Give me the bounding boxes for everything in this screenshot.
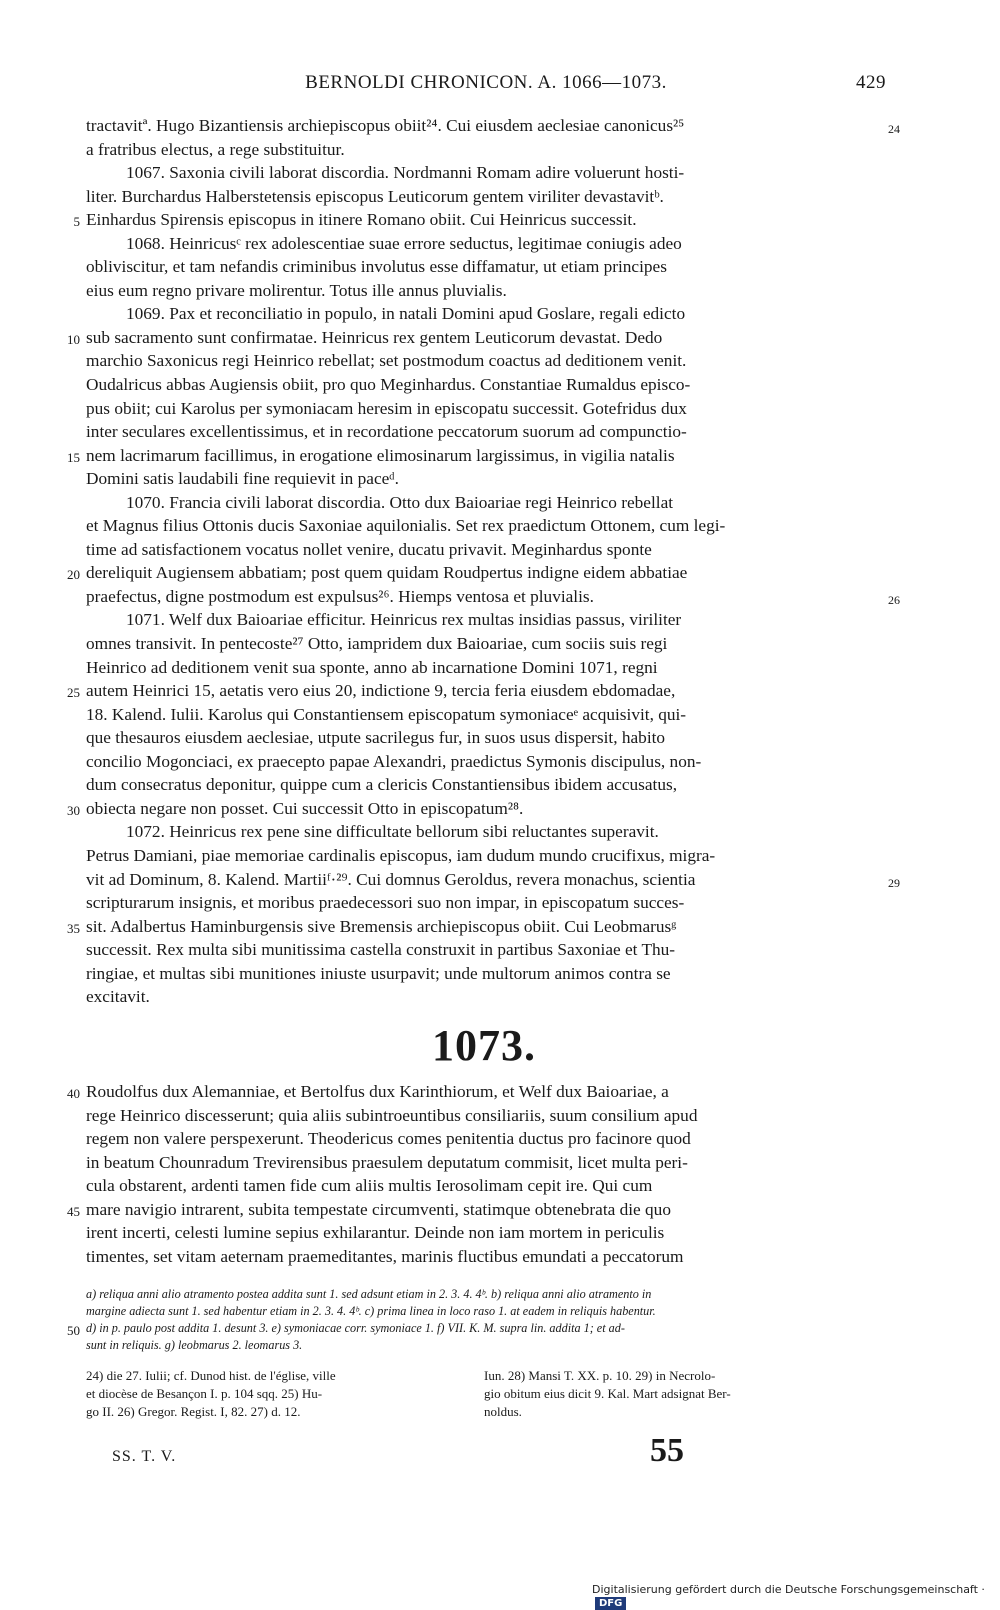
text-line — [86, 138, 882, 162]
line-text: sit. Adalbertus Haminburgensis sive Bremensis archiepiscopus obiit. Cui Leobmarusᵍ — [86, 916, 677, 936]
text-line — [86, 868, 900, 892]
text-line — [86, 1174, 882, 1198]
footnote-line: go II. 26) Gregor. Regist. I, 82. 27) d. 12. — [86, 1404, 301, 1419]
line-text: Einhardus Spirensis episcopus in itinere Romano obiit. Cui Heinricus successit. — [86, 210, 637, 230]
line-text: 1070. Francia civili laborat discordia. Otto dux Baioariae regi Heinrico rebellat — [126, 492, 674, 512]
text-line — [86, 938, 882, 962]
line-number: 35 — [67, 920, 80, 936]
text-line — [86, 1221, 882, 1245]
line-text: margine adiecta sunt 1. sed habentur etiam in 2. 3. 4. 4ᵇ. c) prima linea in loco raso 1. at eadem in reliquis habentur. — [86, 1304, 656, 1318]
line-text: irent incerti, celesti lumine sepius exhilarantur. Deinde non iam mortem in periculis — [86, 1223, 665, 1243]
text-line — [86, 1127, 882, 1151]
line-text: Oudalricus abbas Augiensis obiit, pro quo Meginhardus. Constantiae Rumaldus episco- — [86, 375, 691, 395]
text-line — [86, 844, 882, 868]
line-text: 1069. Pax et reconciliatio in populo, in natali Domini apud Goslare, regali edicto — [126, 304, 686, 324]
text-line — [67, 561, 882, 585]
year-heading: 1073. — [432, 1021, 536, 1070]
line-text: dum consecratus deponitur, quippe cum a clericis Constantiensibus ibidem accusatus, — [86, 775, 678, 795]
line-text: Petrus Damiani, piae memoriae cardinalis episcopus, iam dudum mundo crucifixus, migra- — [86, 845, 716, 865]
text-line — [86, 703, 882, 727]
footnote-column-right — [484, 1367, 882, 1421]
text-line — [86, 985, 882, 1009]
footnote-line: et diocèse de Besançon I. p. 104 sqq. 25) Hu- — [86, 1386, 323, 1401]
text-line — [67, 326, 882, 350]
text-line — [86, 1303, 882, 1320]
line-number: 50 — [67, 1323, 80, 1338]
text-line — [67, 444, 882, 468]
text-line — [86, 656, 882, 680]
line-text: sunt in reliquis. g) leobmarus 2. leomarus 3. — [86, 1338, 303, 1352]
text-line — [86, 255, 882, 279]
text-line — [86, 585, 900, 609]
line-text: tractavitª. Hugo Bizantiensis archiepiscopus obiit²⁴. Cui eiusdem aeclesiae canonicus²⁵ — [86, 116, 685, 135]
line-text: cula obstarent, ardenti tamen fide cum aliis multis Ierosolimam cepit ire. Qui cum — [86, 1176, 653, 1196]
funding-text: Digitalisierung gefördert durch die Deutsche Forschungsgemeinschaft · — [592, 1583, 985, 1596]
text-line — [86, 1245, 882, 1269]
text-line — [86, 891, 882, 915]
text-line — [86, 750, 882, 774]
text-line — [86, 420, 882, 444]
text-line — [67, 1080, 882, 1104]
funding-footer — [592, 1583, 1000, 1610]
text-line — [86, 397, 882, 421]
text-line — [86, 514, 882, 538]
text-line — [86, 1151, 882, 1175]
signature-mark: SS. T. V. — [112, 1448, 177, 1465]
text-line — [86, 1286, 882, 1303]
line-number: 40 — [67, 1086, 80, 1101]
line-text: obliviscitur, et tam nefandis criminibus involutus esse diffamatur, ut etiam principes — [86, 257, 667, 277]
critical-apparatus — [67, 1286, 882, 1354]
text-line — [86, 1337, 882, 1354]
running-header — [86, 72, 886, 102]
line-text: a fratribus electus, a rege substituitur. — [86, 139, 345, 159]
line-text: in beatum Chounradum Trevirensibus praesulem deputatum commisit, licet multa peri- — [86, 1152, 688, 1172]
text-line — [67, 1198, 882, 1222]
line-text: praefectus, digne postmodum est expulsus²⁶. Hiemps ventosa et pluvialis. — [86, 586, 594, 606]
footnote-line: 24) die 27. Iulii; cf. Dunod hist. de l'église, ville — [86, 1368, 336, 1383]
signature-number: 55 — [650, 1432, 684, 1469]
line-number: 45 — [67, 1203, 80, 1219]
line-text: autem Heinrici 15, aetatis vero eius 20, indictione 9, tercia feria eiusdem ebdomadae, — [86, 681, 676, 701]
text-line — [86, 608, 882, 632]
line-text: d) in p. paulo post addita 1. desunt 3. e) symoniacae corr. symoniace 1. f) VII. K. M. supra lin. addita 1; et ad- — [86, 1321, 625, 1335]
text-line — [86, 302, 882, 326]
footnote-line: Iun. 28) Mansi T. XX. p. 10. 29) in Necrolo- — [484, 1368, 716, 1383]
text-line — [86, 491, 882, 515]
line-text: time ad satisfactionem vocatus nollet venire, ducatu privavit. Meginhardus sponte — [86, 539, 652, 559]
text-line — [86, 161, 882, 185]
line-number: 15 — [67, 449, 80, 465]
margin-note-number: 29 — [888, 875, 900, 890]
dfg-logo: DFG — [595, 1597, 626, 1610]
footnote-line: gio obitum eius dicit 9. Kal. Mart adsignat Ber- — [484, 1386, 731, 1401]
line-text: 1067. Saxonia civili laborat discordia. Nordmanni Romam adire voluerunt hosti- — [126, 163, 685, 183]
text-line — [67, 915, 882, 939]
line-text: eius eum regno privare molirentur. Totus ille annus pluvialis. — [86, 280, 507, 300]
line-number: 20 — [67, 567, 80, 583]
text-line — [86, 349, 882, 373]
line-text: nem lacrimarum facillimus, in erogatione elimosinarum largissimus, in vigilia natalis — [86, 445, 675, 465]
text-line — [86, 1104, 882, 1128]
text-line — [86, 820, 882, 844]
line-text: Heinrico ad deditionem venit sua sponte, anno ab incarnatione Domini 1071, regni — [86, 657, 658, 677]
line-number: 5 — [73, 214, 80, 230]
text-line — [86, 279, 882, 303]
text-line — [86, 538, 882, 562]
running-title: BERNOLDI CHRONICON. A. 1066—1073. — [305, 72, 667, 93]
text-line — [67, 1320, 882, 1338]
year-1073-text-block — [67, 1080, 882, 1268]
line-text: dereliquit Augiensem abbatiam; post quem quidam Roudpertus indigne eidem abbatiae — [86, 563, 688, 583]
line-number: 25 — [67, 685, 80, 701]
line-text: Domini satis laudabili fine requievit in paceᵈ. — [86, 469, 399, 489]
line-text: 1072. Heinricus rex pene sine difficultate bellorum sibi reluctantes superavit. — [126, 822, 659, 842]
line-text: regem non valere perspexerunt. Theodericus comes penitentia ductus pro facinore quod — [86, 1129, 691, 1149]
margin-note-number: 26 — [888, 592, 900, 607]
line-text: vit ad Dominum, 8. Kalend. Martiiᶠ·²⁹. Cui domnus Geroldus, revera monachus, scientia — [86, 869, 696, 889]
line-text: timentes, set vitam aeternam praemeditantes, marinis fluctibus emundati a peccatorum — [86, 1246, 684, 1266]
line-text: et Magnus filius Ottonis ducis Saxoniae aquilonialis. Set rex praedictum Ottonem, cum legi- — [86, 516, 726, 536]
line-text: obiecta negare non posset. Cui successit Otto in episcopatum²⁸. — [86, 798, 524, 818]
line-text: inter seculares excellentissimus, et in recordatione peccatorum suorum ad compunctio- — [86, 422, 687, 442]
text-line — [86, 467, 882, 491]
text-line — [86, 726, 882, 750]
line-text: marchio Saxonicus regi Heinrico rebellat; set postmodum coactus ad deditionem venit. — [86, 351, 687, 371]
footnote-line: noldus. — [484, 1404, 522, 1419]
line-text: omnes transivit. In pentecoste²⁷ Otto, iampridem dux Baioariae, cum sociis suis regi — [86, 634, 668, 654]
line-text: pus obiit; cui Karolus per symoniacam heresim in episcopatu successit. Gotefridus dux — [86, 398, 687, 418]
text-line — [86, 185, 882, 209]
text-line — [67, 797, 882, 821]
line-number: 30 — [67, 802, 80, 818]
text-line — [73, 208, 882, 232]
line-text: rege Heinrico discesserunt; quia aliis subintroeuntibus consiliariis, suum consilium apud — [86, 1105, 698, 1125]
text-line — [86, 232, 882, 256]
line-text: 1068. Heinricusᶜ rex adolescentiae suae errore seductus, legitimae coniugis adeo — [126, 233, 682, 253]
line-text: liter. Burchardus Halberstetensis episcopus Leuticorum gentem viriliter devastavitᵇ. — [86, 186, 664, 206]
margin-note-number: 24 — [888, 122, 900, 136]
main-text-block — [67, 114, 900, 1009]
page-number: 429 — [856, 72, 886, 93]
line-text: Roudolfus dux Alemanniae, et Bertolfus dux Karinthiorum, et Welf dux Baioariae, a — [86, 1082, 669, 1101]
line-text: concilio Mogonciaci, ex praecepto papae Alexandri, praedictus Symonis discipulus, non- — [86, 751, 702, 771]
text-line — [86, 632, 882, 656]
text-line — [67, 679, 882, 703]
line-text: excitavit. — [86, 987, 150, 1007]
line-number: 10 — [67, 331, 80, 347]
line-text: scripturarum insignis, et moribus praedecessori suo non impar, in episcopatum succes- — [86, 893, 685, 913]
text-line — [86, 114, 900, 138]
text-line — [86, 373, 882, 397]
text-line — [86, 962, 882, 986]
text-line — [86, 773, 882, 797]
footnote-column-left — [86, 1367, 478, 1421]
line-text: successit. Rex multa sibi munitissima castella construxit in partibus Saxoniae et Thu- — [86, 940, 676, 960]
line-text: 1071. Welf dux Baioariae efficitur. Heinricus rex multas insidias passus, viriliter — [126, 610, 682, 630]
line-text: sub sacramento sunt confirmatae. Heinricus rex gentem Leuticorum devastat. Dedo — [86, 327, 663, 347]
line-text: mare navigio intrarent, subita tempestate circumventi, statimque obtenebrata die quo — [86, 1199, 671, 1219]
line-text: 18. Kalend. Iulii. Karolus qui Constantiensem episcopatum symoniaceᵉ acquisivit, qui- — [86, 704, 687, 724]
line-text: ringiae, et multas sibi munitiones iniuste usurpavit; unde multorum animos contra se — [86, 963, 671, 983]
line-text: que thesauros eiusdem aeclesiae, utpute sacrilegus fur, in suos usus dispersit, habito — [86, 728, 666, 748]
line-text: a) reliqua anni alio atramento postea addita sunt 1. sed adsunt etiam in 2. 3. 4. 4ᵇ. b) reliqua anni alio atramento in — [86, 1287, 652, 1301]
